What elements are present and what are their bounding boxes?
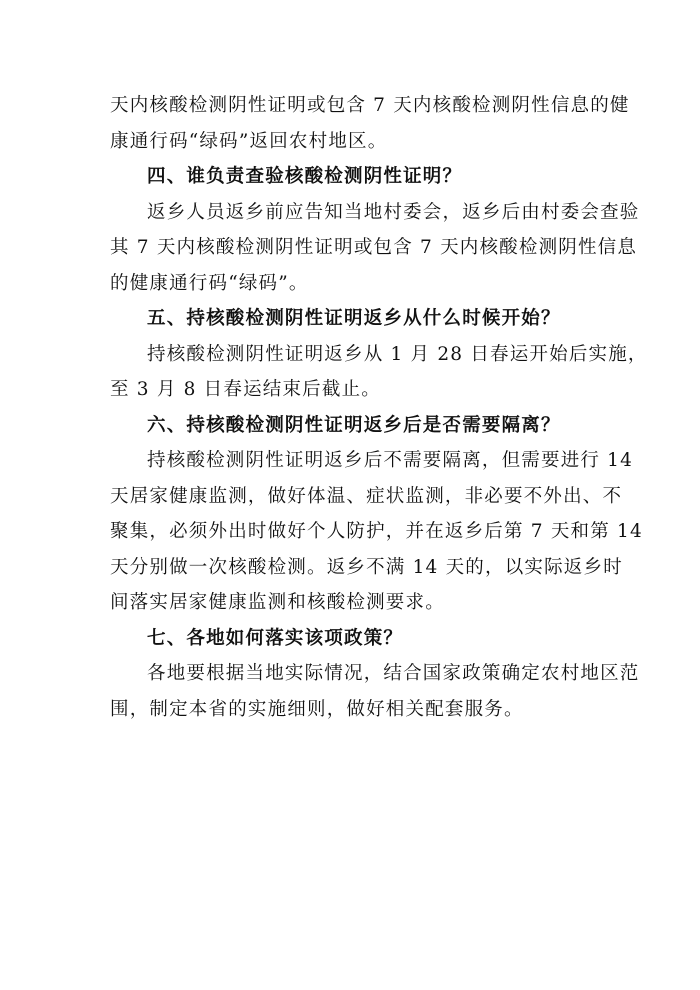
text-line: 天内核酸检测阴性证明或包含 7 天内核酸检测阴性信息的健 bbox=[110, 95, 630, 116]
document-body bbox=[110, 88, 648, 727]
text-line: 返乡人员返乡前应告知当地村委会，返乡后由村委会查验 bbox=[147, 201, 640, 223]
section-4-paragraph bbox=[110, 195, 640, 302]
text-line: 的健康通行码“绿码”。 bbox=[110, 272, 309, 294]
section-heading-4: 四、谁负责查验核酸检测阴性证明？ bbox=[147, 166, 463, 187]
section-5-paragraph bbox=[110, 337, 648, 408]
text-line: 持核酸检测阴性证明返乡从 1 月 28 日春运开始后实施， bbox=[147, 343, 648, 365]
text-line: 持核酸检测阴性证明返乡后不需要隔离，但需要进行 14 bbox=[147, 450, 634, 471]
continuation-paragraph bbox=[110, 88, 630, 159]
text-line: 康通行码“绿码”返回农村地区。 bbox=[110, 130, 388, 152]
text-line: 各地要根据当地实际情况，结合国家政策确定农村地区范 bbox=[147, 663, 640, 684]
text-line: 天分别做一次核酸检测。返乡不满 14 天的，以实际返乡时 bbox=[110, 556, 623, 578]
text-line: 围，制定本省的实施细则，做好相关配套服务。 bbox=[110, 698, 524, 720]
section-heading-5: 五、持核酸检测阴性证明返乡从什么时候开始？ bbox=[147, 308, 561, 329]
section-6-paragraph bbox=[110, 443, 643, 621]
section-heading-7: 七、各地如何落实该项政策？ bbox=[147, 627, 404, 649]
text-line: 至 3 月 8 日春运结束后截止。 bbox=[110, 379, 381, 400]
text-line: 聚集，必须外出时做好个人防护，并在返乡后第 7 天和第 14 bbox=[110, 521, 643, 542]
text-line: 天居家健康监测，做好体温、症状监测，非必要不外出、不 bbox=[110, 485, 623, 507]
section-7-paragraph bbox=[110, 656, 640, 727]
text-line: 其 7 天内核酸检测阴性证明或包含 7 天内核酸检测阴性信息 bbox=[110, 237, 638, 258]
text-line: 间落实居家健康监测和核酸检测要求。 bbox=[110, 592, 445, 613]
section-heading-6: 六、持核酸检测阴性证明返乡后是否需要隔离？ bbox=[147, 414, 561, 436]
